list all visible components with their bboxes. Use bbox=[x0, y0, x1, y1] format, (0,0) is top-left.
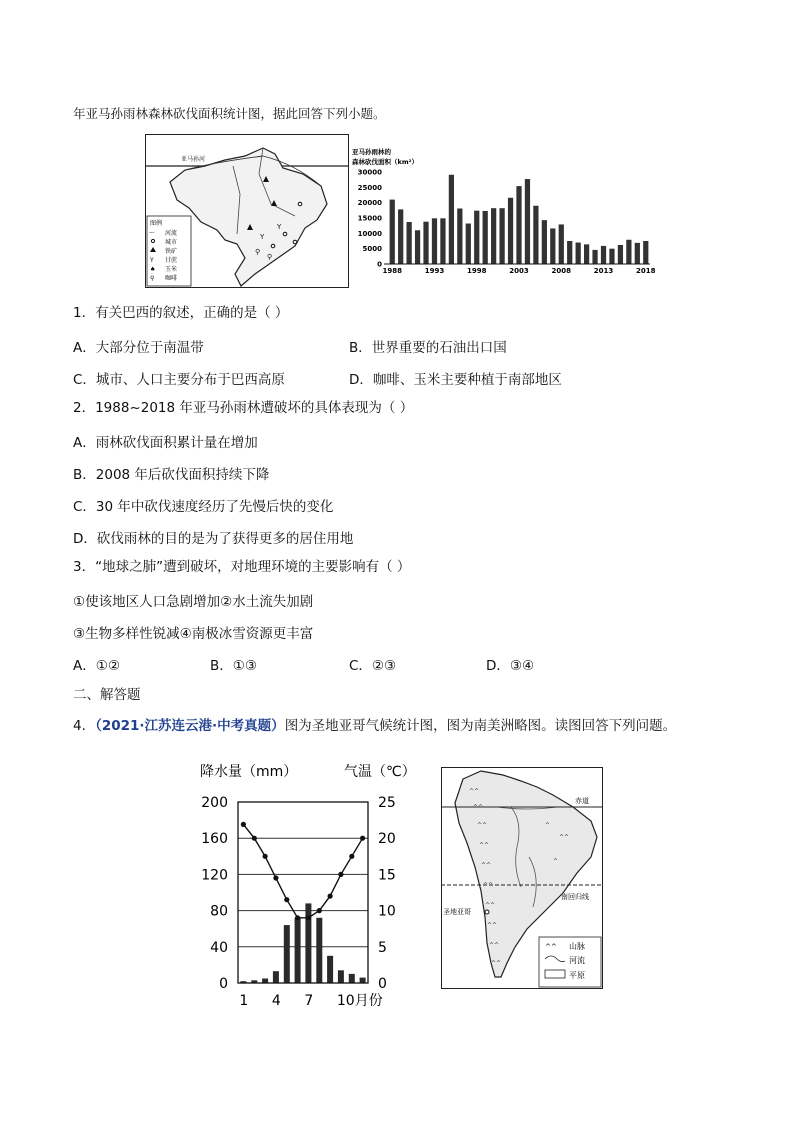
svg-text:⚲: ⚲ bbox=[267, 253, 273, 261]
legend-sugarcane-icon: Y bbox=[150, 257, 154, 264]
precip-bar bbox=[284, 925, 290, 983]
temperature-point bbox=[349, 854, 354, 859]
legend-mountain-icon: ^^ bbox=[545, 943, 557, 951]
temperature-point bbox=[338, 872, 343, 877]
svg-text:⚲: ⚲ bbox=[255, 248, 261, 256]
defo-bar bbox=[609, 249, 614, 264]
q3-stem: 3．“地球之肺”遭到破坏，对地理环境的主要影响有（ ） bbox=[73, 559, 411, 575]
precip-tick: 120 bbox=[201, 867, 228, 884]
defo-bar bbox=[643, 241, 648, 264]
svg-text:^^: ^^ bbox=[491, 960, 502, 967]
temp-tick: 25 bbox=[378, 795, 396, 811]
precip-bar bbox=[338, 970, 344, 983]
defo-bar bbox=[533, 206, 538, 264]
q3-statements-1: ①使该地区人口急剧增加②水土流失加剧 bbox=[73, 594, 314, 610]
defo-bar bbox=[601, 246, 606, 264]
svg-text:^: ^ bbox=[545, 822, 551, 829]
svg-text:^^: ^^ bbox=[483, 882, 494, 889]
defo-bar bbox=[592, 250, 597, 264]
temperature-point bbox=[360, 836, 365, 841]
precip-bar bbox=[262, 979, 268, 984]
svg-text:Y: Y bbox=[260, 233, 265, 241]
defo-x-tick: 2013 bbox=[593, 267, 614, 275]
q4-source: （2021·江苏连云港·中考真题） bbox=[95, 718, 285, 734]
temperature-point bbox=[273, 875, 278, 880]
legend-corn-icon: ♠ bbox=[150, 266, 156, 273]
temp-tick: 20 bbox=[378, 831, 396, 848]
defo-bar bbox=[626, 240, 631, 264]
legend-coffee-icon: ⚲ bbox=[150, 275, 155, 282]
legend-river-icon: 〜 bbox=[149, 230, 156, 237]
defo-y-tick: 15000 bbox=[357, 214, 382, 223]
precip-bar bbox=[360, 978, 366, 983]
legend-mountain: 山脉 bbox=[569, 942, 585, 951]
q3-option-a[interactable]: A．①② bbox=[73, 658, 120, 674]
defo-bar bbox=[525, 179, 530, 264]
q2-stem: 2．1988~2018 年亚马孙雨林遭破坏的具体表现为（ ） bbox=[73, 400, 414, 416]
q3-option-d[interactable]: D．③④ bbox=[486, 658, 535, 674]
q4-text: 图为圣地亚哥气候统计图，图为南美洲略图。读图回答下列问题。 bbox=[284, 718, 677, 734]
defo-bar bbox=[423, 222, 428, 264]
temp-tick: 15 bbox=[378, 867, 396, 884]
q1-option-b[interactable]: B．世界重要的石油出口国 bbox=[349, 340, 507, 356]
brazil-map bbox=[145, 134, 349, 288]
defo-bar bbox=[550, 228, 555, 264]
defo-bar bbox=[457, 208, 462, 264]
defo-y-tick: 0 bbox=[377, 260, 382, 269]
svg-text:^^: ^^ bbox=[487, 922, 498, 929]
section-heading: 二、解答题 bbox=[73, 687, 141, 703]
defo-bar bbox=[398, 209, 403, 264]
chart-title-line2: 森林砍伐面积（km²） bbox=[352, 158, 418, 166]
legend-sugarcane: 甘蔗 bbox=[165, 257, 178, 264]
legend-title: 图例 bbox=[150, 220, 163, 227]
defo-bar bbox=[407, 222, 412, 264]
legend-coffee: 咖啡 bbox=[165, 275, 178, 282]
temperature-point bbox=[295, 915, 300, 920]
legend-corn: 玉米 bbox=[165, 266, 178, 273]
q1-stem: 1．有关巴西的叙述，正确的是（ ） bbox=[73, 305, 289, 321]
temperature-point bbox=[263, 854, 268, 859]
precip-bar bbox=[273, 971, 279, 983]
tropic-label: 南回归线 bbox=[561, 893, 589, 901]
defo-x-tick: 2003 bbox=[509, 267, 529, 275]
precip-bar bbox=[295, 918, 301, 983]
defo-bar bbox=[483, 211, 488, 264]
south-america-map bbox=[441, 767, 603, 989]
month-tick: 7 bbox=[304, 993, 314, 1009]
amazon-river-label: 亚马孙河 bbox=[181, 156, 206, 163]
defo-x-tick: 1998 bbox=[466, 267, 487, 275]
q2-option-d[interactable]: D．砍伐雨林的目的是为了获得更多的居住用地 bbox=[73, 531, 354, 547]
defo-bar bbox=[390, 200, 395, 264]
defo-bar bbox=[542, 220, 547, 264]
month-tick: 1 bbox=[239, 993, 249, 1009]
svg-text:^^: ^^ bbox=[559, 834, 570, 841]
defo-bar bbox=[449, 175, 454, 264]
equator-label: 赤道 bbox=[575, 797, 589, 805]
temp-tick: 5 bbox=[378, 939, 387, 956]
defo-bar bbox=[618, 245, 623, 264]
svg-text:Y: Y bbox=[277, 223, 282, 231]
defo-bar bbox=[466, 224, 471, 264]
legend-sa-river: 河流 bbox=[569, 956, 585, 965]
svg-text:^^: ^^ bbox=[477, 822, 488, 829]
defo-y-tick: 25000 bbox=[357, 183, 382, 192]
month-tick: 4 bbox=[271, 993, 281, 1009]
temperature-point bbox=[252, 836, 257, 841]
defo-bar bbox=[635, 243, 640, 264]
precip-axis-label: 降水量（mm） bbox=[200, 764, 298, 780]
q3-option-b[interactable]: B．①③ bbox=[210, 658, 257, 674]
defo-y-tick: 30000 bbox=[357, 168, 382, 177]
intro-text: 年亚马孙雨林森林砍伐面积统计图，据此回答下列小题。 bbox=[73, 106, 386, 121]
q2-option-b[interactable]: B．2008 年后砍伐面积持续下降 bbox=[73, 467, 270, 483]
temperature-point bbox=[328, 894, 333, 899]
precip-tick: 200 bbox=[201, 795, 228, 811]
temperature-point bbox=[306, 915, 311, 920]
defo-bar bbox=[516, 186, 521, 264]
brazil-map-legend bbox=[147, 216, 191, 286]
precip-tick: 160 bbox=[201, 831, 228, 848]
defo-bar bbox=[584, 244, 589, 264]
temperature-point bbox=[284, 897, 289, 902]
defo-x-tick: 2008 bbox=[551, 267, 572, 275]
chart-title-line1: 亚马孙雨林的 bbox=[352, 148, 391, 156]
defo-bar bbox=[491, 208, 496, 264]
santiago-label: 圣地亚哥 bbox=[443, 908, 471, 916]
defo-bar bbox=[508, 198, 513, 264]
defo-x-tick: 1993 bbox=[424, 267, 445, 275]
q4-number: 4． bbox=[73, 718, 96, 734]
legend-river: 河流 bbox=[165, 230, 178, 237]
precip-bar bbox=[316, 918, 322, 983]
defo-y-tick: 10000 bbox=[357, 229, 382, 238]
defo-x-tick: 1988 bbox=[382, 267, 402, 275]
defo-y-tick: 20000 bbox=[357, 199, 382, 208]
defo-bar bbox=[499, 208, 504, 264]
temperature-point bbox=[317, 908, 322, 913]
q2-option-a[interactable]: A．雨林砍伐面积累计量在增加 bbox=[73, 435, 258, 451]
legend-plain: 平原 bbox=[569, 971, 585, 980]
legend-plain-icon bbox=[545, 970, 565, 978]
santiago-marker bbox=[485, 910, 489, 914]
svg-text:^^: ^^ bbox=[489, 942, 500, 949]
defo-bar bbox=[576, 243, 581, 264]
defo-bar bbox=[415, 230, 420, 264]
defo-bar bbox=[559, 224, 564, 264]
precip-bar bbox=[327, 956, 333, 983]
defo-bar bbox=[432, 218, 437, 264]
defo-x-tick: 2018 bbox=[636, 267, 656, 275]
deforestation-chart bbox=[346, 146, 656, 278]
defo-bar bbox=[567, 241, 572, 264]
q1-option-c[interactable]: C．城市、人口主要分布于巴西高原 bbox=[73, 372, 285, 388]
q3-statements-2: ③生物多样性锐减④南极冰雪资源更丰富 bbox=[73, 626, 314, 642]
svg-text:^^: ^^ bbox=[469, 788, 480, 795]
defo-bar bbox=[474, 211, 479, 264]
defo-y-tick: 5000 bbox=[362, 245, 382, 254]
svg-text:^^: ^^ bbox=[481, 862, 492, 869]
month-tick: 10月份 bbox=[336, 993, 383, 1009]
precip-tick: 40 bbox=[210, 939, 228, 956]
precip-bar bbox=[349, 974, 355, 983]
temp-tick: 0 bbox=[378, 976, 387, 992]
climate-chart bbox=[196, 758, 432, 1012]
q2-option-c[interactable]: C．30 年中砍伐速度经历了先慢后快的变化 bbox=[73, 499, 334, 515]
precip-tick: 0 bbox=[219, 976, 228, 992]
svg-text:^^: ^^ bbox=[479, 842, 490, 849]
sa-map-legend bbox=[539, 937, 601, 987]
legend-city: 城市 bbox=[165, 239, 178, 246]
temp-tick: 10 bbox=[378, 903, 396, 920]
legend-iron: 铁矿 bbox=[165, 248, 178, 255]
precip-tick: 80 bbox=[210, 903, 228, 920]
q4-stem bbox=[73, 717, 676, 735]
svg-text:^: ^ bbox=[553, 858, 559, 865]
q1-option-a[interactable]: A．大部分位于南温带 bbox=[73, 340, 204, 356]
q1-option-d[interactable]: D．咖啡、玉米主要种植于南部地区 bbox=[349, 372, 562, 388]
temperature-point bbox=[241, 822, 246, 827]
temp-axis-label: 气温（℃） bbox=[344, 764, 416, 780]
q3-option-c[interactable]: C．②③ bbox=[349, 658, 397, 674]
svg-text:^^: ^^ bbox=[473, 804, 484, 811]
defo-bar bbox=[440, 218, 445, 264]
svg-text:^^: ^^ bbox=[485, 902, 496, 909]
climate-plot-frame bbox=[238, 802, 368, 983]
